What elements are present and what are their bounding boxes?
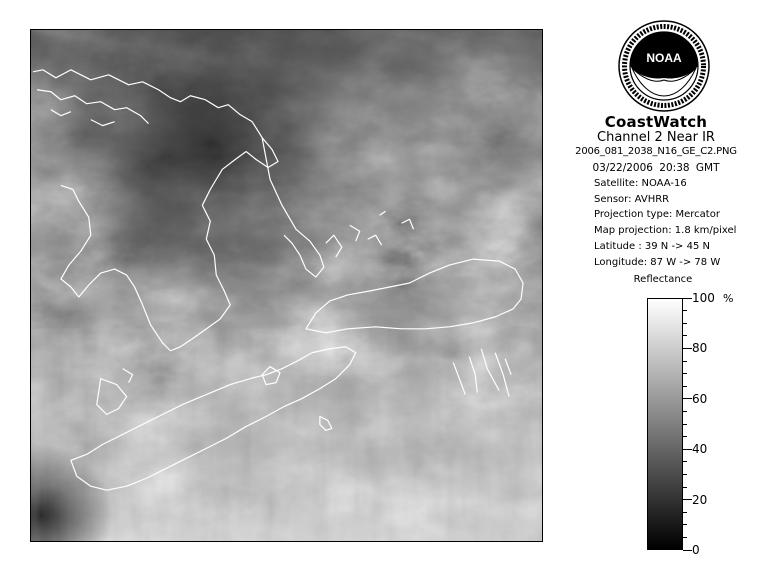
channel-label: Channel 2 Near IR [597,130,715,145]
panel-title: CoastWatch [604,113,708,131]
colorbar-minor-tick [683,436,687,437]
logo-text: NOAA [646,51,682,65]
colorbar-minor-tick [683,411,687,412]
colorbar-minor-tick [683,524,687,525]
colorbar-minor-tick [683,474,687,475]
projection-type-label: Projection type: Mercator [594,209,720,220]
sensor-label: Sensor: AVHRR [594,194,670,205]
colorbar-minor-tick [683,310,687,311]
datetime-label: 03/22/2006 20:38 GMT [592,162,720,174]
noaa-emblem [618,20,710,112]
colorbar-tick [683,348,692,349]
latitude-label: Latitude : 39 N -> 45 N [594,241,710,252]
satellite-image-svg [31,30,542,541]
filename-label: 2006_081_2038_N16_GE_C2.PNG [575,146,737,157]
colorbar-minor-tick [683,461,687,462]
colorbar-minor-tick [683,361,687,362]
cloud-streaks [31,329,542,541]
legend-title: Reflectance [633,274,693,285]
colorbar-tick-label: 0 [692,543,700,557]
colorbar-tick-label: 40 [692,442,708,457]
colorbar-tick-label: 80 [692,341,708,356]
legend-unit: % [723,292,734,305]
colorbar-minor-tick [683,487,687,488]
noaa-logo [618,20,710,112]
colorbar-minor-tick [683,386,687,387]
colorbar-tick-label: 100 [692,291,715,305]
colorbar-minor-tick [683,424,687,425]
satellite-label: Satellite: NOAA-16 [594,178,687,189]
colorbar-tick-label: 20 [692,492,708,507]
info-panel [556,12,776,562]
colorbar-tick [683,499,692,500]
colorbar-minor-tick [683,373,687,374]
colorbar-minor-tick [683,537,687,538]
colorbar-tick [683,298,692,299]
colorbar-tick [683,550,692,551]
colorbar-tick-label: 60 [692,391,708,406]
colorbar-minor-tick [683,323,687,324]
colorbar-tick [683,398,692,399]
colorbar-tick [683,449,692,450]
map-projection-label: Map projection: 1.8 km/pixel [594,225,737,236]
reflectance-colorbar [647,298,683,550]
satellite-image [30,29,543,542]
colorbar-minor-tick [683,335,687,336]
colorbar-minor-tick [683,512,687,513]
longitude-label: Longitude: 87 W -> 78 W [594,257,721,268]
